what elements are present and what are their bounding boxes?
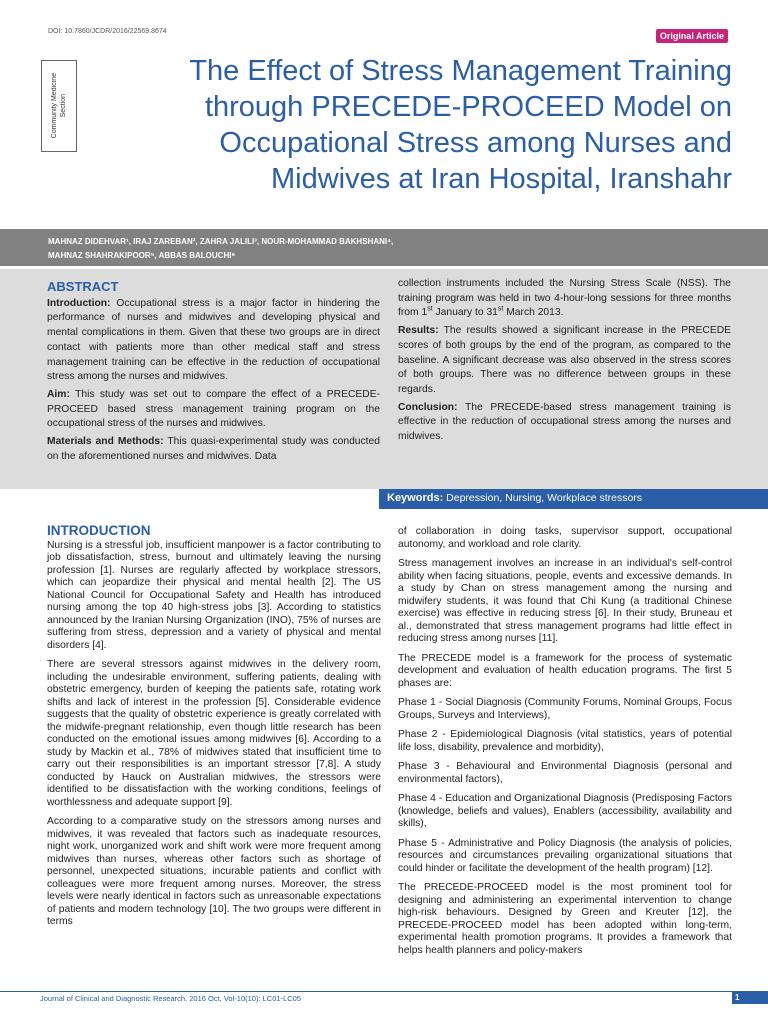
abstract-right-column xyxy=(398,277,731,448)
footer-rule xyxy=(0,991,768,992)
conclusion-label: Conclusion: xyxy=(398,401,458,413)
intro-paragraph: The PRECEDE-PROCEED model is the most prominent tool for designing and administering an experimental intervention to change high-risk behaviours. Designed by Green and Kreuter [12], the PRECEDE-PROCEED model has been adopted within long-term, experimental health promotion programs. It provides a framework that helps health planners and policy-makers xyxy=(398,882,732,956)
aim-label: Aim: xyxy=(47,388,70,400)
intro-label: Introduction: xyxy=(47,297,111,309)
section-label-line2: Section xyxy=(60,94,67,118)
methods-cont-b: January to 31 xyxy=(432,307,498,319)
article-type-badge: Original Article xyxy=(656,29,728,43)
authors-bar xyxy=(0,229,768,266)
abstract-results xyxy=(398,324,731,398)
footer-journal: Journal of Clinical and Diagnostic Research. 2016 Oct, Vol-10(10): LC01-LC05 xyxy=(40,994,301,1003)
phase-paragraph: Phase 1 - Social Diagnosis (Community Forums, Nominal Groups, Focus Groups, Surveys and Interviews), xyxy=(398,697,732,721)
results-text: The results showed a significant increase in the PRECEDE scores of both groups by the end of the program, as compared to the baseline. A significant decrease was also observed in the stress scores of both groups. There was no difference between groups in these regards. xyxy=(398,325,731,395)
intro-text: Occupational stress is a major factor in hindering the performance of nurses and midwives and developing physical and mental complications in them. Given that these two groups are in direct contact with patients more than other medical staff and stress management training can be effective in the reduction of occupational stress among the nurses and midwives. xyxy=(47,297,380,383)
abstract-methods-continued xyxy=(398,277,731,321)
intro-right-column xyxy=(398,526,732,964)
intro-paragraph: The PRECEDE model is a framework for the process of systematic development and evaluation of health education programs. The first 5 phases are: xyxy=(398,652,732,689)
keywords-label: Keywords: xyxy=(387,492,444,504)
section-label-line1: Community Medicine xyxy=(51,73,58,139)
article-title: The Effect of Stress Management Training through PRECEDE-PROCEED Model on Occupational Stress among Nurses and Midwives at Iran Hospital, Iranshahr xyxy=(189,55,732,195)
methods-cont-a: collection instruments included the Nursing Stress Scale (NSS). The training program was held in two 4-hour-long sessions for three months from 1 xyxy=(398,278,731,319)
phase-paragraph: Phase 4 - Education and Organizational Diagnosis (Predisposing Factors (knowledge, beliefs and values), Enablers (accessibility, availability and skills), xyxy=(398,793,732,829)
methods-cont-c: March 2013. xyxy=(503,307,564,319)
intro-paragraph: There are several stressors against midwives in the delivery room, including the undesirable environment, suffering patients, dealing with obstetric emergency, burden of keeping the patients safe, rotating work shifts and lack of interest in the profession [5]. Considerable evidence suggests that the quality of obstetric experience is greatly correlated with the midwife-pregnant relationship, even though little research has been conducted on the emotional issues among midwives [6]. According to a study by Mackin et al., 78% of midwives stated that insufficient time to carry out their responsibilities is an important stressor [7,8]. A study conducted by Hauck on Australian midwives, the stressors were identified to be dissatisfaction with the working conditions, feelings of worthlessness and adequate support [9]. xyxy=(47,659,381,808)
authors-line-2: MAHNAZ SHAHRAKIPOOR⁵, ABBAS BALOUCHI⁶ xyxy=(48,251,236,260)
keywords-text: Depression, Nursing, Workplace stressors xyxy=(443,492,643,504)
aim-text: This study was set out to compare the effect of a PRECEDE-PROCEED based stress management training program on the occupational stress of the nurses and midwives. xyxy=(47,388,380,430)
introduction-heading: INTRODUCTION xyxy=(47,523,151,538)
abstract-methods xyxy=(47,435,380,464)
intro-left-column xyxy=(47,525,381,936)
methods-label: Materials and Methods: xyxy=(47,436,164,448)
doi-text: DOI: 10.7860/JCDR/2016/22569.8674 xyxy=(48,28,167,35)
abstract-left-column xyxy=(47,280,380,467)
abstract-aim xyxy=(47,388,380,432)
intro-paragraph: According to a comparative study on the stressors among nurses and midwives, it was revealed that factors such as inadequate resources, night work, unorganized work and shift work were more frequent among midwives than nurses, whereas other factors such as shortage of personnel, unexpected situations, incurable patients and conflict with colleagues were more frequent among nurses. Moreover, the stress levels were nearly identical in factors such as unreasonable expectations of patients and modern technology [10]. The two groups were different in terms xyxy=(47,816,381,927)
authors-line-1: MAHNAZ DIDEHVAR¹, IRAJ ZAREBAN², ZAHRA JALILI³, NOUR-MOHAMMAD BAKHSHANI⁴, xyxy=(48,237,394,246)
intro-paragraph: Stress management involves an increase in an individual's self-control ability when facing situations, people, events and excessive demands. In a study by Chan on stress management among the nursing and midwifery students, it was found that Chi Kung (a traditional Chinese exercise) was effective in reducing stress [6]. In their study, Bruneau et al., demonstrated that stress management programs had little effect in reducing stress among nurses [11]. xyxy=(398,558,732,644)
section-label xyxy=(50,73,68,138)
phase-paragraph: Phase 5 - Administrative and Policy Diagnosis (the analysis of policies, resources and circumstances prevailing organizational situations that could hinder or facilitate the development of the health program) [12]. xyxy=(398,837,732,874)
abstract-conclusion xyxy=(398,401,731,445)
abstract-introduction xyxy=(47,297,380,385)
intro-paragraph: of collaboration in doing tasks, supervisor support, occupational autonomy, and workload and role clarity. xyxy=(398,526,732,550)
methods-text: This quasi-experimental study was conducted on the aforementioned nurses and midwives. Data xyxy=(47,436,380,462)
section-label-box xyxy=(41,60,77,152)
phase-paragraph: Phase 2 - Epidemiological Diagnosis (vital statistics, years of potential life loss, disability, prevalence and morbidity), xyxy=(398,729,732,753)
phase-paragraph: Phase 3 - Behavioural and Environmental Diagnosis (personal and environmental factors), xyxy=(398,761,732,785)
methods-sup-1: st xyxy=(427,305,433,313)
methods-sup-2: st xyxy=(497,305,504,313)
abstract-heading: ABSTRACT xyxy=(47,279,119,294)
intro-paragraph: Nursing is a stressful job, insufficient manpower is a factor contributing to job dissatisfaction, stress, burnout and ultimately leaving the nursing profession [1]. Nurses are regularly affected by workplace stressors, which can jeopardize their physical and mental health [2]. The US National Council for Occupational Safety and Health has introduced nursing among the top 40 high-stress jobs [3]. According to statistics announced by the Iranian Nursing Organization (INO), 75% of nurses are suffering from stress, depression and a variety of physical and mental disorders [4]. xyxy=(47,539,381,651)
page-number: 1 xyxy=(732,992,768,1004)
conclusion-text: The PRECEDE-based stress management training is effective in the reduction of occupational stress among the nurses and midwives. xyxy=(398,401,731,443)
results-label: Results: xyxy=(398,325,439,337)
keywords-bar xyxy=(379,489,768,509)
